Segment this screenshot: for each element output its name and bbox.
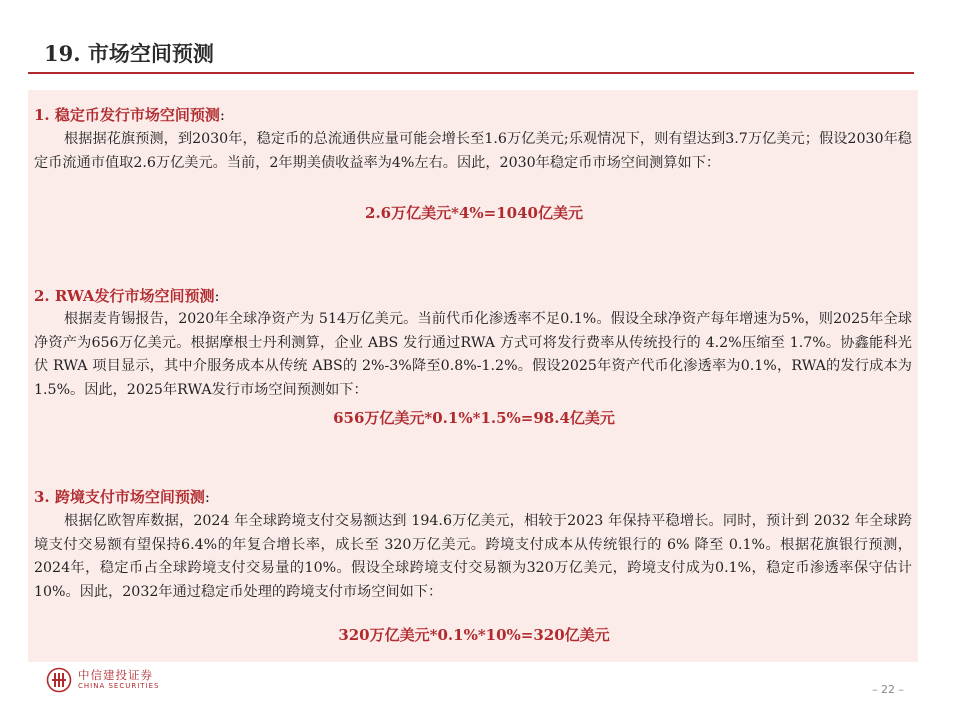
logo-emblem-icon <box>46 667 72 693</box>
logo-name-cn: 中信建投证券 <box>78 667 153 682</box>
section-formula: 656万亿美元*0.1%*1.5%=98.4亿美元 <box>333 409 615 427</box>
section-body: 根据麦肯锡报告，2020年全球净资产为 514万亿美元。当前代币化渗透率不足0.1%。假设全球净资产每年增速为5%，则2025年全球净资产为656万亿美元。根据摩根士丹利测算，企业 ABS 发行通过RWA 方式可将发行费率从传统投行的 4.2%压缩至 1.7%。协鑫能科光伏 RWA 项目显示，其中介服务成本从传统 ABS的 2%-3%降至0.8%-1.2%。假设2025年资产代币化渗透率为0.1%，RWA的发行成本为1.5%。因此，2025年RWA发行市场空间预测如下： <box>34 311 912 398</box>
section-cross-border <box>34 486 914 645</box>
section-heading: 2. RWA发行市场空间预测: <box>34 287 220 305</box>
section-body: 根据亿欧智库数据，2024 年全球跨境支付交易额达到 194.6万亿美元，相较于2023 年保持平稳增长。同时，预计到 2032 年全球跨境支付交易额有望保持6.4%的年复合增长率，成长至 320万亿美元。跨境支付成本从传统银行的 6% 降至 0.1%。根据花旗银行预测，2024年，稳定币占全球跨境支付交易量的10%。假设全球跨境支付交易额为320万亿美元，跨境支付成为0.1%，稳定币渗透率保守估计10%。因此，2032年通过稳定币处理的跨境支付市场空间如下： <box>34 513 912 600</box>
logo-name-en: CHINA SECURITIES <box>78 682 160 691</box>
company-logo <box>46 664 159 696</box>
section-stablecoin <box>34 104 914 223</box>
section-rwa <box>34 285 914 428</box>
section-heading: 3. 跨境支付市场空间预测: <box>34 488 210 506</box>
section-heading: 1. 稳定币发行市场空间预测: <box>34 106 225 124</box>
page-title: 19. 市场空间预测 <box>44 41 214 66</box>
section-formula: 320万亿美元*0.1%*10%=320亿美元 <box>338 626 610 644</box>
section-body: 根据据花旗预测，到2030年，稳定币的总流通供应量可能会增长至1.6万亿美元;乐观情况下，则有望达到3.7万亿美元；假设2030年稳定币流通市值取2.6万亿美元。当前，2年期美债收益率为4%左右。因此，2030年稳定币市场空间测算如下： <box>34 131 912 171</box>
page-number: – 22 – <box>872 683 904 696</box>
section-formula: 2.6万亿美元*4%=1040亿美元 <box>365 204 583 222</box>
title-divider <box>28 72 914 74</box>
